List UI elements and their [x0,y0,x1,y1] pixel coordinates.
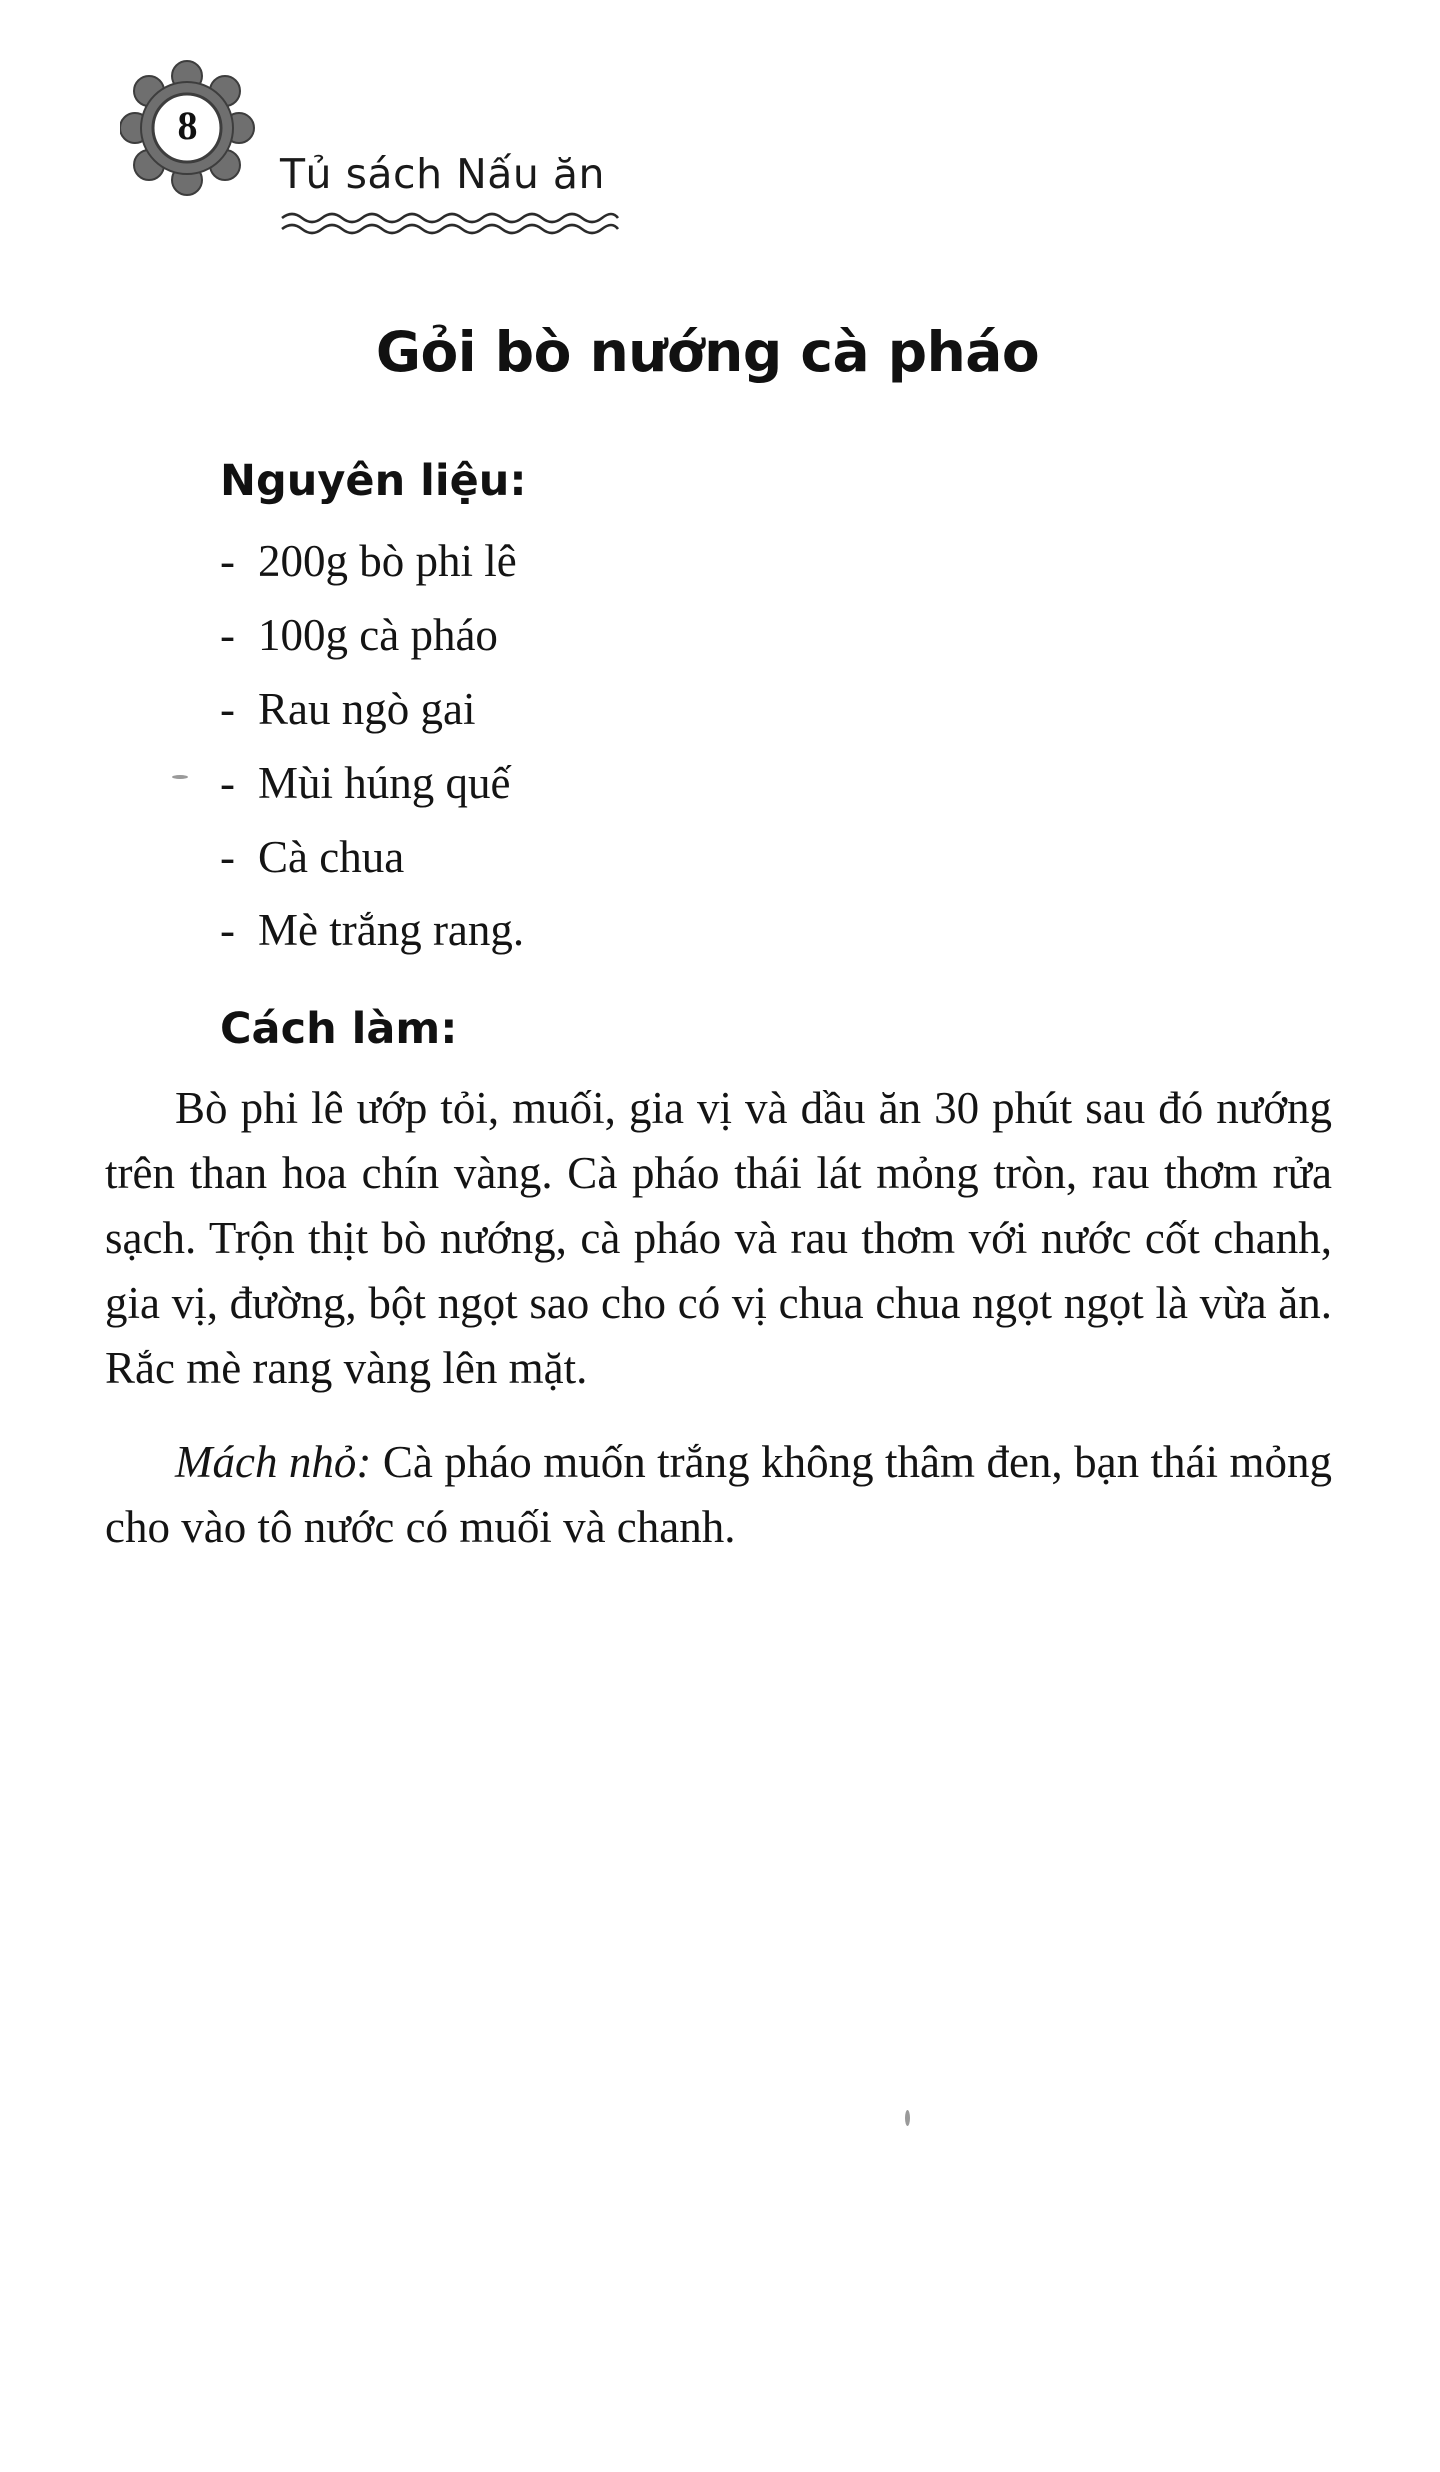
recipe-title: Gỏi bò nướng cà pháo [375,320,1040,384]
tip-text: Cà pháo muốn trắng không thâm đen, bạn thái mỏng cho vào tô nước có muối và chanh. [105,1437,1332,1553]
ingredients-heading: Nguyên liệu: [220,456,527,506]
ingredient-text: Rau ngò gai [258,683,476,734]
bullet-dash: - [220,609,235,660]
ingredient-text: 200g bò phi lê [258,536,517,586]
page-number: 8 [177,102,198,148]
list-item [220,756,1350,811]
scan-speck [905,2110,910,2126]
bullet-dash: - [220,831,235,882]
list-item [220,903,1350,958]
ingredient-text: 100g cà pháo [258,609,498,660]
list-item [220,608,1350,663]
wavy-underline-icon [280,210,620,236]
ingredient-text: Mè trắng rang. [258,905,525,956]
tip-paragraph [105,1430,1350,1560]
page-content [105,320,1350,1560]
method-paragraph: Bò phi lê ướp tỏi, muối, gia vị và dầu ăn 30 phút sau đó nướng trên than hoa chín vàng. Cà pháo thái lát mỏng tròn, rau thơm rửa sạch. Trộn thịt bò nướng, cà pháo và rau thơm với nước cốt chanh, gia vị, đường, bột ngọt sao cho có vị chua chua ngọt ngọt là vừa ăn. Rắc mè rang vàng lên mặt. [105,1083,1332,1393]
ingredients-list [105,534,1350,958]
ingredient-text: Cà chua [258,831,405,882]
method-heading: Cách làm: [220,1004,458,1055]
series-title: Tủ sách Nấu ăn [280,150,606,198]
list-item [220,830,1350,885]
list-item [220,682,1350,737]
bullet-dash: - [220,536,235,586]
page-header [120,58,740,208]
bullet-dash: - [220,683,235,734]
bullet-dash: - [220,757,235,808]
tip-label: Mách nhỏ: [175,1437,372,1488]
scan-speck [172,775,188,779]
bullet-dash: - [220,905,235,956]
ingredient-text: Mùi húng quế [258,757,511,808]
list-item [220,534,1350,589]
